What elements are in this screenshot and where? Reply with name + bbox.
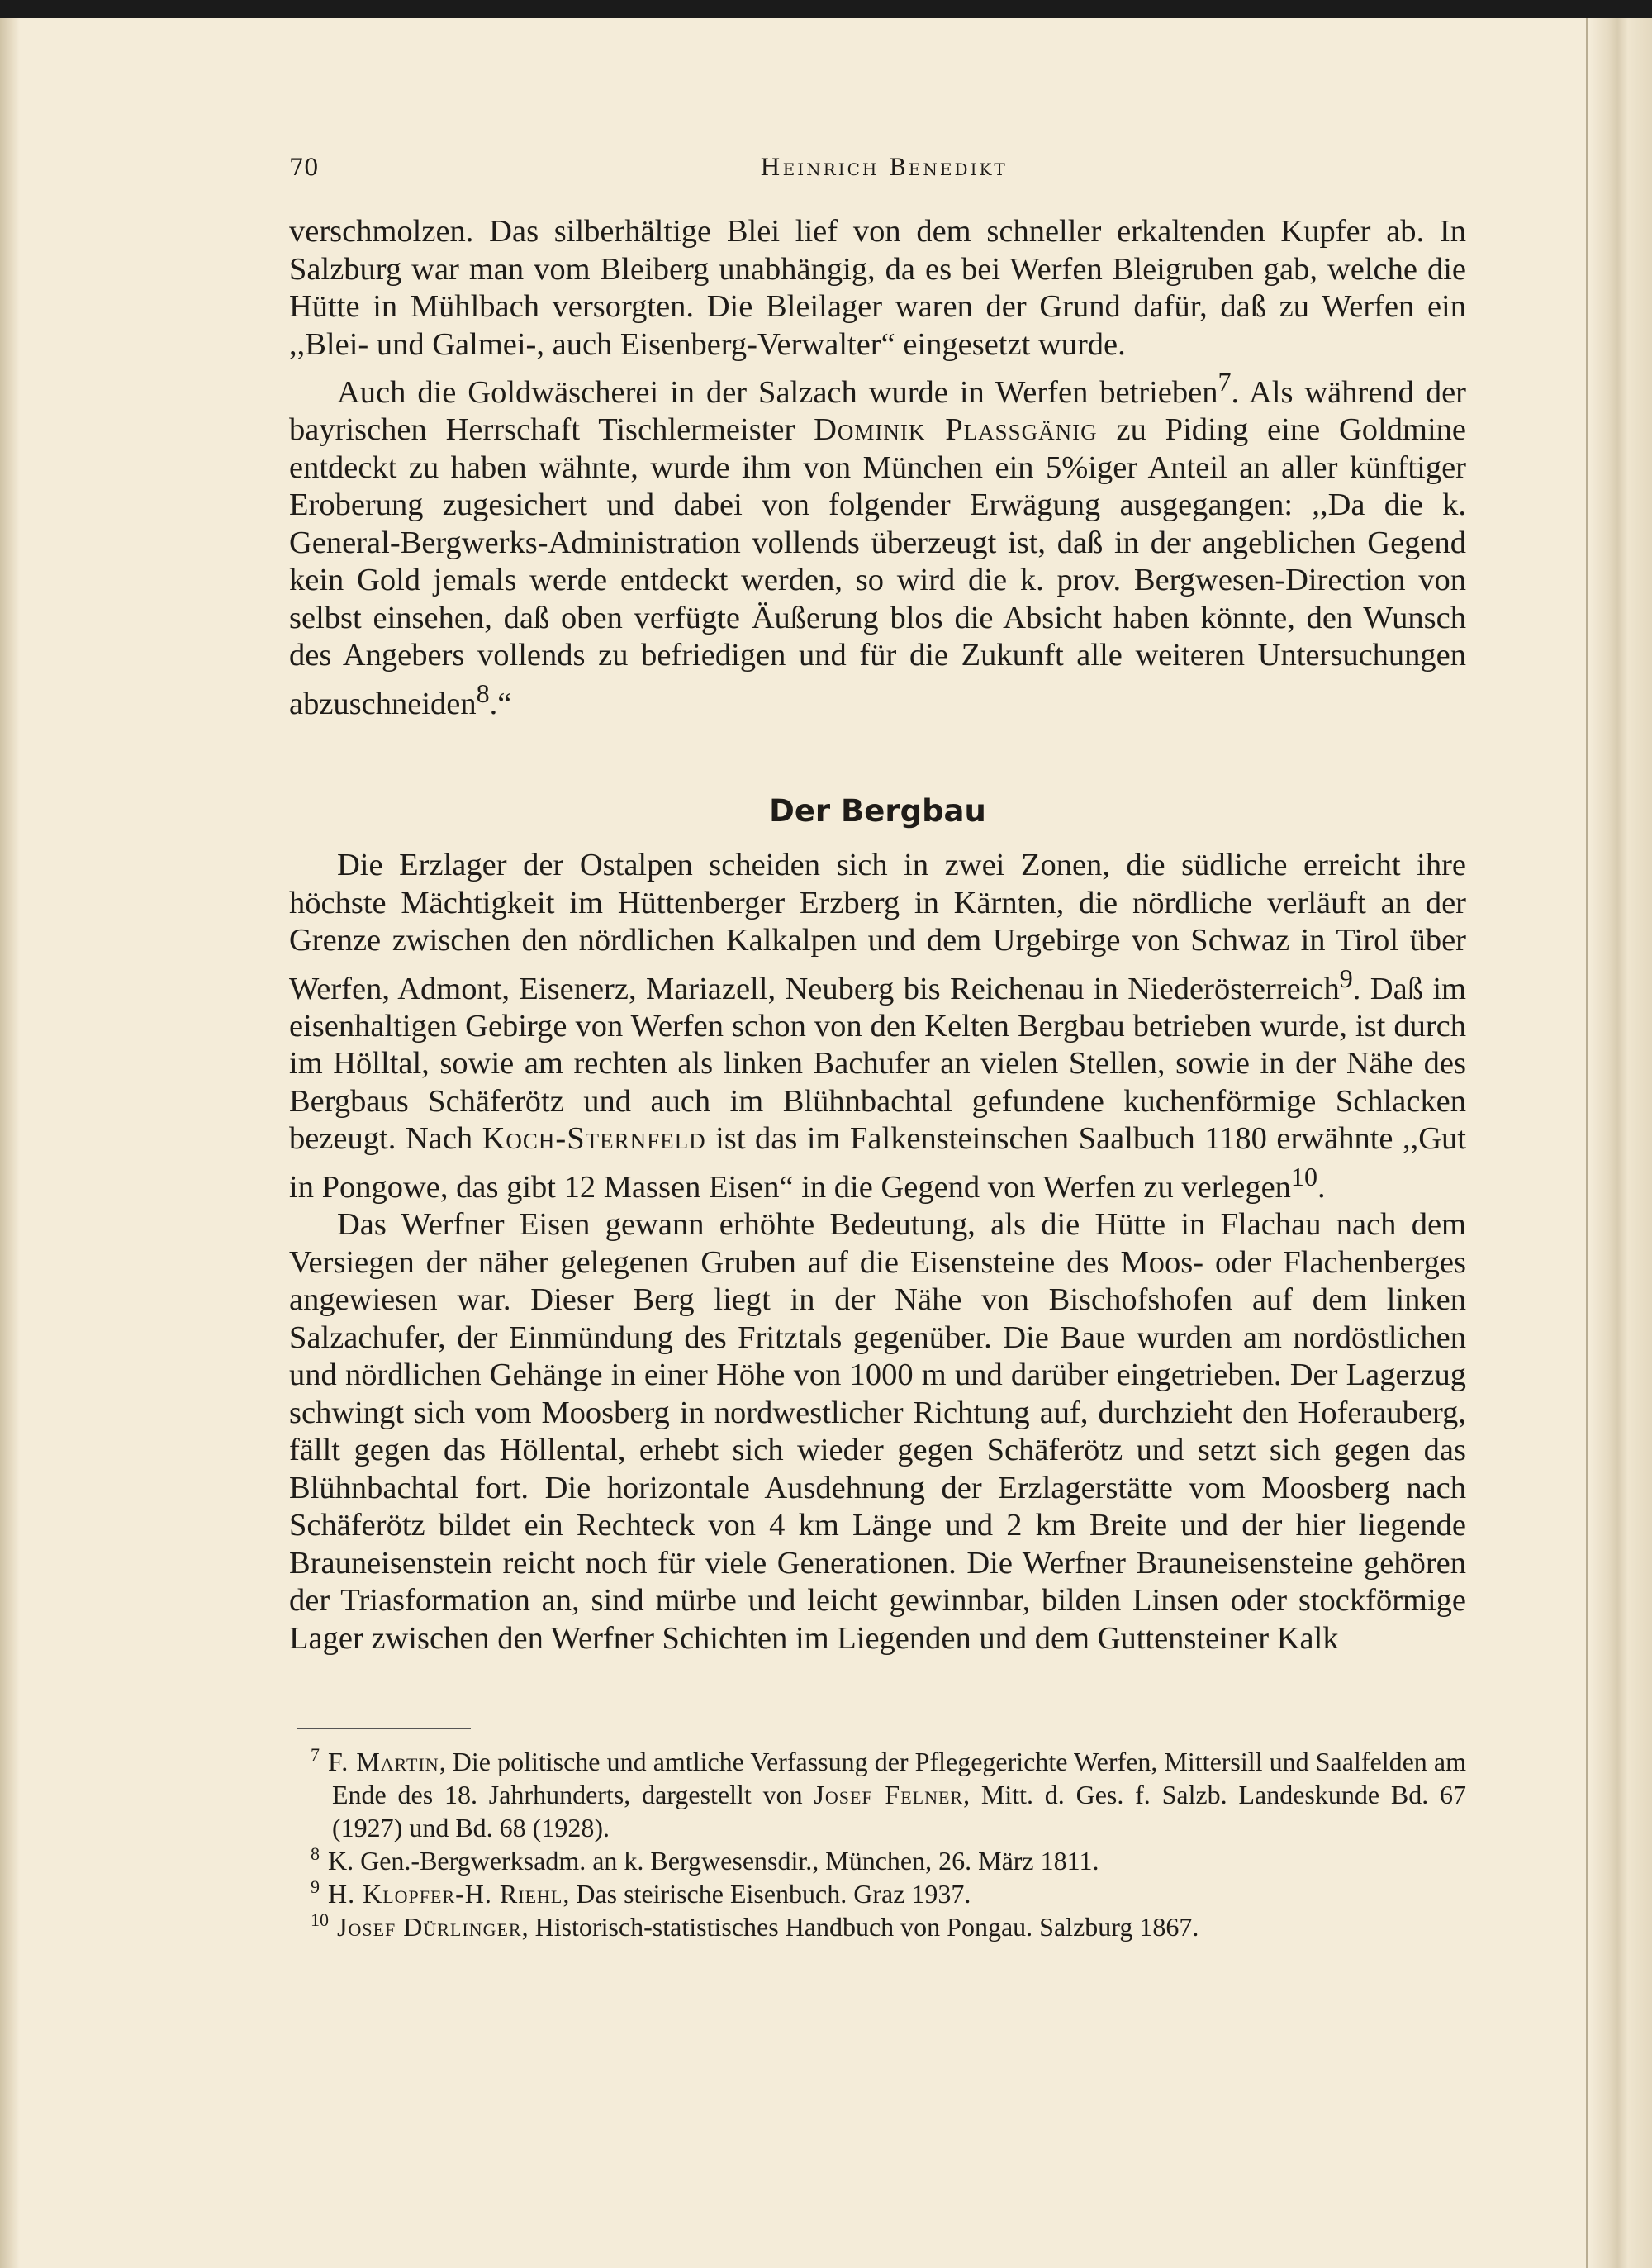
footnote-author: F. Martin [328, 1747, 439, 1776]
footnote-text: K. Gen.-Bergwerksadm. an k. Bergwesensdir., München, 26. März 1811. [328, 1846, 1099, 1876]
footnote-ref-8: 8 [476, 678, 490, 708]
footnote-text: , Das steirische Eisenbuch. Graz 1937. [563, 1879, 971, 1909]
paragraph-3 [289, 847, 1466, 1206]
paragraph-4: Das Werfner Eisen gewann erhöhte Bedeutung, als die Hütte in Flachau nach dem Versiegen der näher gelegenen Gruben auf die Eisensteine des Moos- oder Flachenberges angewiesen war. Dieser Berg liegt in der Nähe von Bischofshofen auf dem linken Salzachufer, der Einmündung des Fritztals gegenüber. Die Baue wurden am nordöstlichen und nördlichen Gehänge in einer Höhe von 1000 m und darüber eingetrieben. Der Lagerzug schwingt sich vom Moosberg in nordwestlicher Richtung auf, durchzieht den Hoferauberg, fällt gegen das Höllental, erhebt sich wieder gegen Schäferötz und setzt sich gegen das Blühnbachtal fort. Die horizontale Ausdehnung der Erzlagerstätte vom Moosberg nach Schäferötz bildet ein Rechteck von 4 km Länge und 2 km Breite und der hier liegende Brauneisenstein reicht noch für viele Generationen. Die Werfner Brauneisensteine gehören der Triasformation an, sind mürbe und leicht gewinnbar, bilden Linsen oder stockförmige Lager zwischen den Werfner Schichten im Liegenden und dem Guttensteiner Kalk [289, 1207, 1466, 1656]
footnote-author: Josef Dürlinger [337, 1912, 522, 1942]
footnote-7 [289, 1745, 1466, 1844]
person-name: Dominik Plassgänig [814, 412, 1098, 448]
footnote-ref-10: 10 [1290, 1161, 1317, 1191]
paragraph-2-end: .“ [489, 686, 512, 721]
paragraph-2-part-a: Auch die Goldwäscherei in der Salzach wurde in Werfen betrieben [337, 374, 1218, 410]
page-header [289, 154, 1479, 187]
footnote-mark: 7 [311, 1744, 320, 1766]
paragraph-1: verschmolzen. Das silberhältige Blei lief von dem schneller erkaltenden Kupfer ab. In Salzburg war man vom Bleiberg unabhängig, da es bei Werfen Bleigruben gab, welche die Hütte in Mühlbach versorgten. Die Bleilager waren der Grund dafür, daß zu Werfen ein ,,Blei- und Galmei-, auch Eisenberg-Verwalter“ eingesetzt wurde. [289, 214, 1466, 362]
paragraph-3-end: . [1317, 1169, 1326, 1205]
footnote-rule [297, 1728, 471, 1729]
page-number: 70 [289, 154, 319, 181]
footnote-8 [289, 1844, 1466, 1877]
page-fold-line [1586, 18, 1588, 2268]
footnote-ref-7: 7 [1218, 367, 1232, 397]
footnote-ref-9: 9 [1339, 963, 1353, 993]
footnote-mark: 9 [311, 1876, 320, 1898]
paragraph-3-part-b: . Daß im eisenhaltigen Gebirge von Werfen schon von den Kelten Bergbau betrieben wurde, ist durch im Hölltal, sowie am rechten als linken Bachufer an vielen Stellen, sowie in der Nähe des Bergbaus Schäferötz und auch im Blühnbachtal gefundene kuchenförmige Schlacken bezeugt. Nach [289, 971, 1466, 1157]
footnote-10 [289, 1910, 1466, 1943]
footnotes [289, 1745, 1466, 1943]
scan-top-border [0, 0, 1652, 18]
running-head: Heinrich Benedikt [760, 154, 1008, 181]
paragraph-2-part-c: zu Piding eine Goldmine entdeckt zu haben wähnte, wurde ihm von München ein 5%iger Anteil an aller künftiger Eroberung zugesichert und dabei von folgender Erwägung ausgegangen: ,,Da die k. General-Bergwerks-Administration vollends überzeugt ist, daß in der angeblichen Gegend kein Gold jemals werde entdeckt werden, so wird die k. prov. Bergwesen-Direction von selbst einsehen, daß oben verfügte Äußerung blos die Absicht haben könnte, den Wunsch des Angebers vollends zu befriedigen und für die Zukunft alle weiteren Untersuchungen abzuschneiden [289, 412, 1466, 721]
body-text-top [289, 213, 1466, 723]
footnote-text: , Die politische und amtliche Verfassung der Pflegegerichte Werfen, Mittersill und Saalfelden am Ende des 18. Jahrhunderts, dargestellt von [332, 1747, 1466, 1809]
footnote-mark: 8 [311, 1843, 320, 1865]
paragraph-3-part-c: ist das im Falkensteinschen Saalbuch 1180 erwähnte ,,Gut in Pongowe, das gibt 12 Massen Eisen“ in die Gegend von Werfen zu verlegen [289, 1121, 1466, 1205]
footnote-mark: 10 [311, 1909, 329, 1931]
paragraph-3-part-a: Die Erzlager der Ostalpen scheiden sich in zwei Zonen, die südliche erreicht ihre höchste Mächtigkeit im Hüttenberger Erzberg in Kärnten, die nördliche verläuft an der Grenze zwischen den nördlichen Kalkalpen und dem Urgebirge von Schwaz in Tirol über Werfen, Admont, Eisenerz, Mariazell, Neuberg bis Reichenau in Niederösterreich [289, 848, 1466, 1006]
page-left-edge [0, 18, 20, 2268]
author-name: Koch-Sternfeld [482, 1121, 706, 1157]
footnote-author: Josef Felner [814, 1780, 964, 1809]
footnote-text: , Historisch-statistisches Handbuch von Pongau. Salzburg 1867. [521, 1912, 1199, 1942]
page-right-edge [1589, 18, 1652, 2268]
paragraph-2-part-b: . Als während der bayrischen Herrschaft Tischlermeister [289, 374, 1466, 448]
section-heading: Der Bergbau [769, 793, 986, 829]
footnote-9 [289, 1877, 1466, 1910]
footnote-text: , Mitt. d. Ges. f. Salzb. Landeskunde Bd. 67 (1927) und Bd. 68 (1928). [332, 1780, 1467, 1842]
footnote-author: H. Klopfer-H. Riehl [328, 1879, 563, 1909]
paragraph-2 [289, 364, 1466, 723]
body-text-section [289, 847, 1466, 1657]
